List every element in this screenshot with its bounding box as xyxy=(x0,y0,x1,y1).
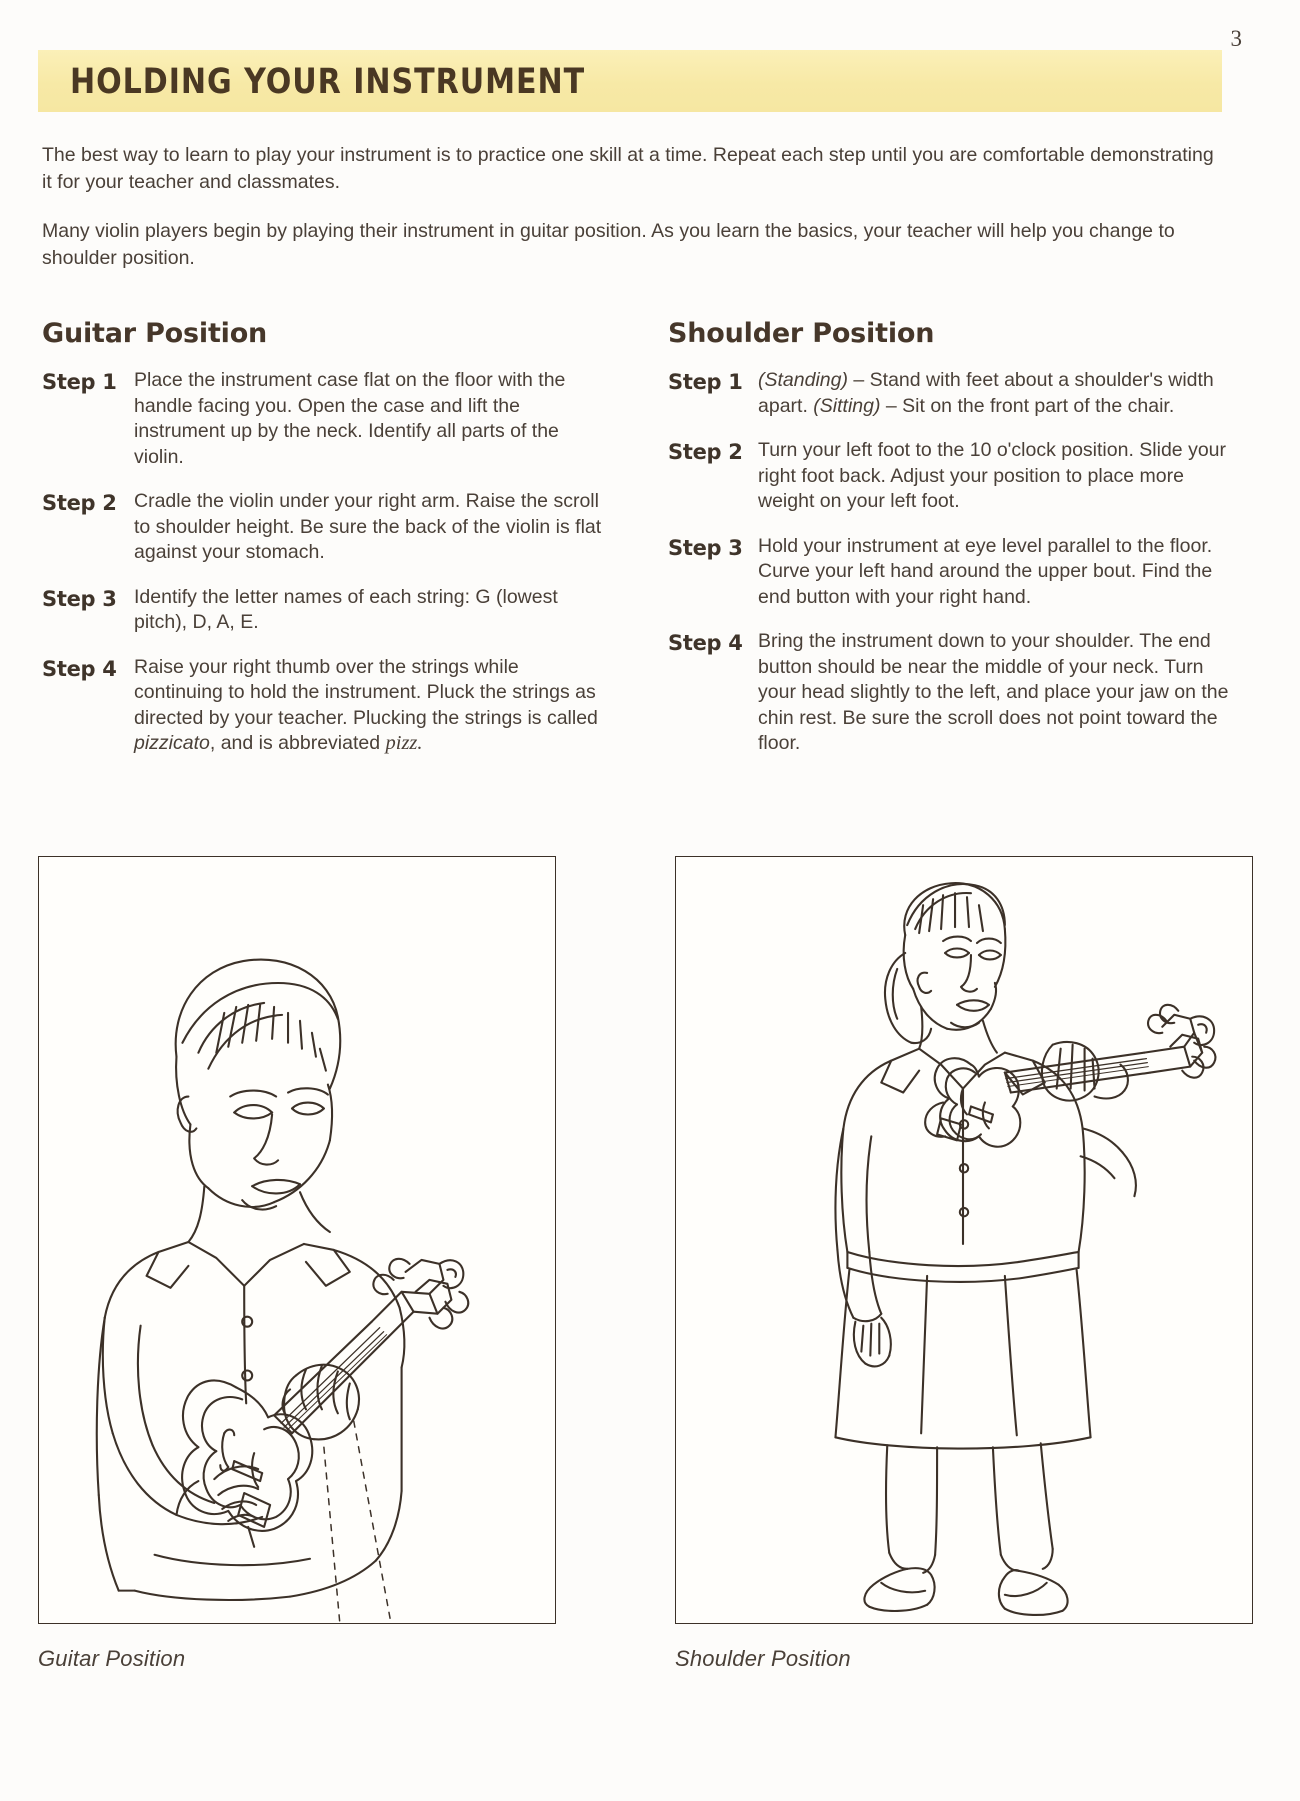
page-title: HOLDING YOUR INSTRUMENT xyxy=(70,62,586,102)
step-item xyxy=(42,368,602,470)
step-label xyxy=(42,585,134,612)
step-text: Hold your instrument at eye level parallel to the floor. Curve your left hand around the upper bout. Find the end button with your right hand. xyxy=(758,534,1213,608)
intro-paragraph-1: The best way to learn to play your instrument is to practice one skill at a time. Repeat each step until you are comfortable demonstrating it for your teacher and classmates. xyxy=(42,144,1214,193)
step-number: 3 xyxy=(102,586,117,611)
shoulder-position-column xyxy=(668,318,1234,776)
step-item xyxy=(668,368,1234,419)
step-number: 2 xyxy=(102,491,117,515)
guitar-position-figure xyxy=(38,856,556,1672)
step-text-part: – Stand with feet about a shoulder's width apart. xyxy=(758,369,1214,417)
step-text-part: – Sit on the front part of the chair. xyxy=(880,394,1175,417)
step-word: Step xyxy=(668,370,722,394)
step-label xyxy=(668,368,758,395)
step-text xyxy=(758,368,1234,419)
term-pizz-abbrev: pizz. xyxy=(385,732,423,754)
step-word: Step xyxy=(42,370,96,394)
step-word: Step xyxy=(42,656,96,681)
step-word: Step xyxy=(42,586,96,611)
step-number: 1 xyxy=(728,370,743,394)
step-label xyxy=(668,534,758,561)
step-word: Step xyxy=(668,631,722,655)
step-text: Identify the letter names of each string: G (lowest pitch), D, A, E. xyxy=(134,585,558,633)
step-text-part: Raise your right thumb over the strings while continuing to hold the instrument. Pluck the strings as directed by your teacher. Plucking the strings is called xyxy=(134,655,598,729)
step-number: 1 xyxy=(102,370,117,394)
step-text: Turn your left foot to the 10 o'clock position. Slide your right foot back. Adjust your position to place more weight on your left foot. xyxy=(758,439,1226,512)
step-text xyxy=(134,655,602,757)
step-label xyxy=(668,629,758,656)
step-label xyxy=(668,438,758,465)
step-item xyxy=(668,534,1234,611)
guitar-position-caption: Guitar Position xyxy=(38,1646,186,1671)
step-number: 4 xyxy=(102,656,117,681)
guitar-position-heading: Guitar Position xyxy=(42,318,268,349)
step-number: 3 xyxy=(728,535,743,560)
step-item xyxy=(42,585,602,636)
step-item xyxy=(42,489,602,566)
guitar-position-illustration xyxy=(39,857,555,1623)
shoulder-position-heading: Shoulder Position xyxy=(668,318,935,349)
term-sitting: (Sitting) xyxy=(813,394,881,417)
term-standing: (Standing) xyxy=(758,369,848,391)
step-text: Cradle the violin under your right arm. Raise the scroll to shoulder height. Be sure the back of the violin is flat against your stomach. xyxy=(134,490,602,563)
term-pizzicato: pizzicato xyxy=(134,732,210,754)
guitar-position-illustration-frame xyxy=(38,856,556,1624)
intro-paragraph-2: Many violin players begin by playing their instrument in guitar position. As you learn the basics, your teacher will help you change to shoulder position. xyxy=(42,220,1175,269)
step-word: Step xyxy=(668,440,722,464)
step-label xyxy=(42,655,134,682)
step-text: Bring the instrument down to your shoulder. The end button should be near the middle of your neck. Turn your head slightly to the left, and place your jaw on the chin rest. Be sure the scroll does not point toward the floor. xyxy=(758,630,1229,754)
guitar-position-column xyxy=(42,318,602,776)
step-label xyxy=(42,489,134,516)
step-text-part: , and is abbreviated xyxy=(209,732,386,754)
step-text: Place the instrument case flat on the floor with the handle facing you. Open the case and lift the instrument up by the neck. Identify all parts of the violin. xyxy=(134,369,566,468)
step-label xyxy=(42,368,134,395)
step-word: Step xyxy=(42,491,96,515)
shoulder-position-figure xyxy=(675,856,1253,1672)
shoulder-position-caption: Shoulder Position xyxy=(675,1646,851,1671)
step-number: 4 xyxy=(728,631,743,655)
page-number: 3 xyxy=(1230,26,1242,51)
step-item xyxy=(668,629,1234,757)
step-number: 2 xyxy=(728,440,743,464)
shoulder-position-illustration xyxy=(676,857,1252,1623)
step-item xyxy=(668,438,1234,515)
shoulder-position-illustration-frame xyxy=(675,856,1253,1624)
step-item xyxy=(42,655,602,757)
step-word: Step xyxy=(668,535,722,560)
